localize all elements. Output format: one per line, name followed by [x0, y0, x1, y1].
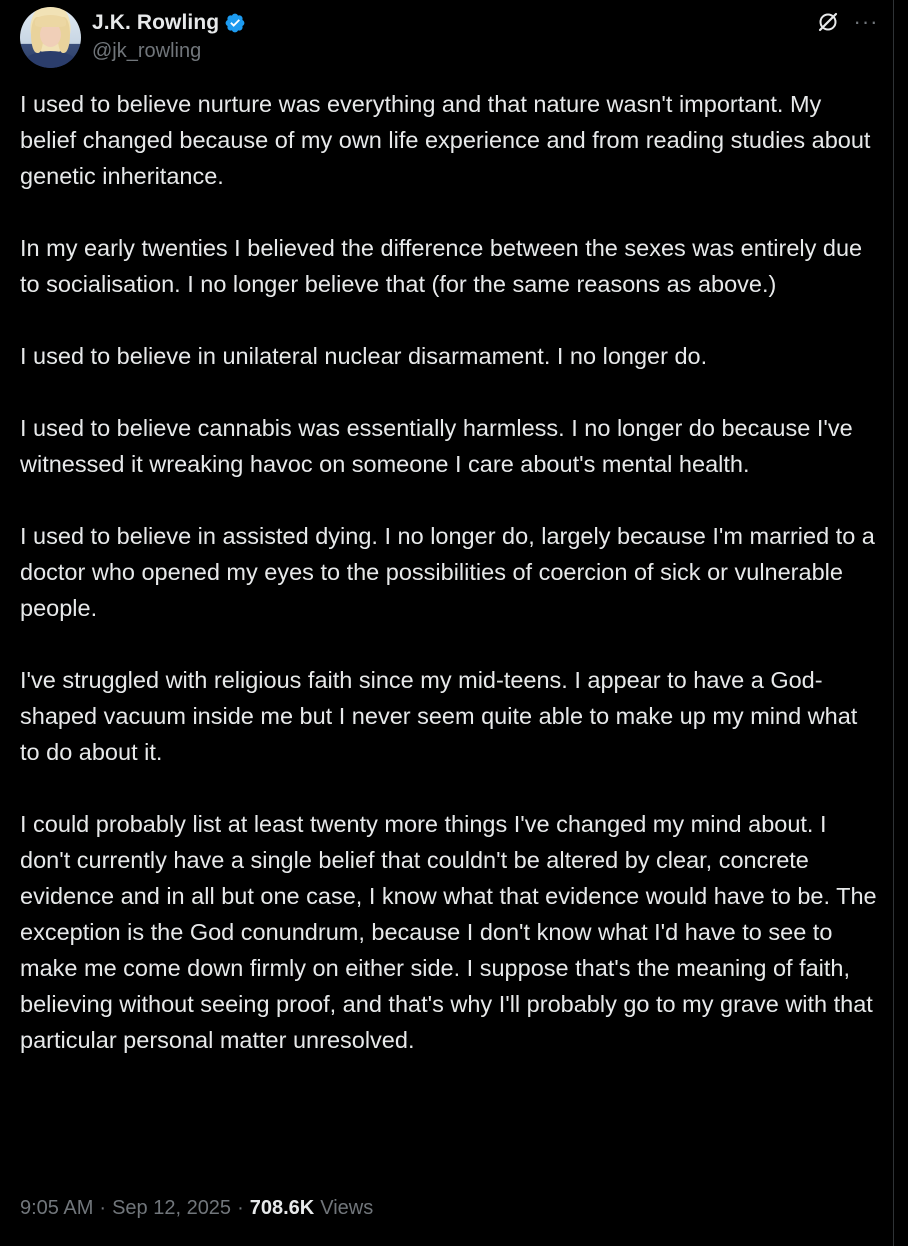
- display-name-row: [92, 8, 246, 38]
- tweet-paragraph: I used to believe in unilateral nuclear disarmament. I no longer do.: [20, 343, 708, 369]
- tweet-paragraph: I used to believe nurture was everything and that nature wasn't important. My belief changed because of my own life experience and from reading studies about genetic inheritance.: [20, 91, 871, 189]
- tweet-meta: [20, 1192, 373, 1224]
- author-display-name[interactable]: J.K. Rowling: [92, 11, 220, 34]
- tweet-header: [20, 4, 878, 70]
- tweet-paragraph: I've struggled with religious faith since my mid-teens. I appear to have a God-shaped vacuum inside me but I never seem quite able to make up my mind what to do about it.: [20, 667, 858, 765]
- tweet-time[interactable]: 9:05 AM: [20, 1196, 94, 1219]
- tweet-paragraph: I could probably list at least twenty more things I've changed my mind about. I don't currently have a single belief that couldn't be altered by clear, concrete evidence and in all but one case, I know what that evidence would have to be. The exception is the God conundrum, because I don't know what I'd have to see to make me come down firmly on either side. I suppose that's the meaning of faith, believing without seeing proof, and that's why I'll probably go to my grave with that particular personal matter unresolved.: [20, 811, 877, 1053]
- views-label: Views: [320, 1196, 374, 1219]
- header-actions: [816, 10, 878, 34]
- tweet-paragraph: In my early twenties I believed the difference between the sexes was entirely due to socialisation. I no longer believe that (for the same reasons as above.): [20, 235, 863, 297]
- more-horizontal-icon[interactable]: ···: [853, 9, 879, 34]
- tweet-text: [20, 86, 878, 1058]
- tweet-paragraph: I used to believe cannabis was essentially harmless. I no longer do because I've witnessed it wreaking havoc on someone I care about's mental health.: [20, 415, 853, 477]
- author-avatar[interactable]: [20, 7, 81, 68]
- author-handle[interactable]: @jk_rowling: [92, 40, 202, 62]
- meta-separator: ·: [99, 1196, 107, 1219]
- verified-badge-icon[interactable]: [224, 12, 246, 34]
- scrollbar-track[interactable]: [893, 0, 908, 1246]
- grok-icon[interactable]: [816, 10, 840, 34]
- author-name-block: [92, 8, 246, 63]
- tweet-date[interactable]: Sep 12, 2025: [112, 1196, 232, 1219]
- meta-separator: ·: [237, 1196, 244, 1219]
- views-count[interactable]: 708.6K: [249, 1196, 315, 1219]
- tweet-paragraph: I used to believe in assisted dying. I no longer do, largely because I'm married to a doctor who opened my eyes to the possibilities of coercion of sick or vulnerable people.: [20, 523, 875, 621]
